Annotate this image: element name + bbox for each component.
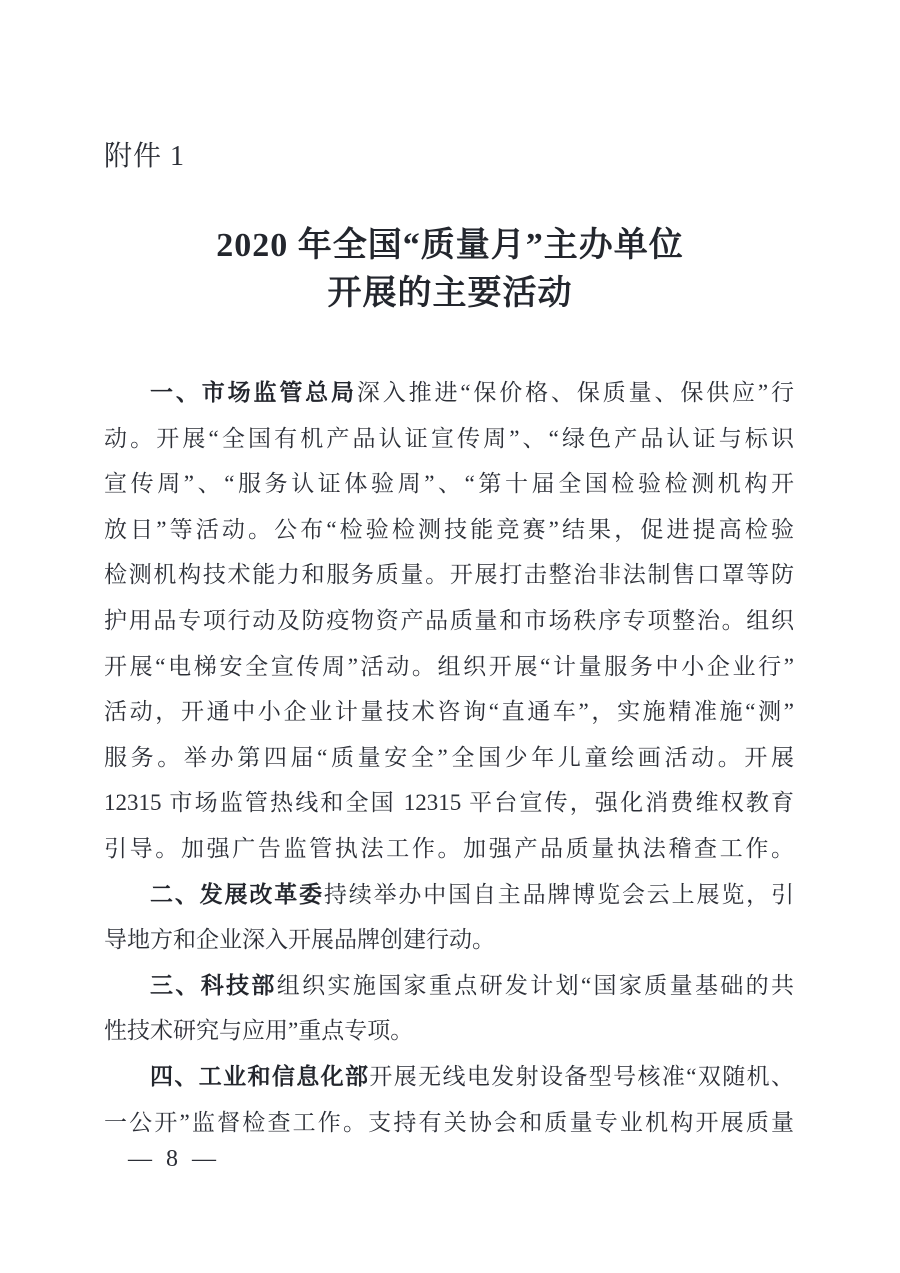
body-text-segment: 一公开”监督检查工作。支持有关协会和质量专业机构开展质量 bbox=[104, 1109, 794, 1135]
body-text-segment: 深入推进“保价格、保质量、保供应”行 bbox=[356, 380, 794, 405]
attachment-label: 附件 1 bbox=[104, 141, 186, 172]
body-line bbox=[104, 370, 794, 416]
document-title bbox=[0, 222, 900, 318]
body-text-segment: 组织实施国家重点研发计划“国家质量基础的共 bbox=[276, 972, 794, 998]
body-text-segment: 检测机构技术能力和服务质量。开展打击整治非法制售口罩等防 bbox=[104, 562, 794, 588]
document-body bbox=[104, 370, 794, 1145]
body-line bbox=[104, 1054, 794, 1100]
body-text-segment: 服务。举办第四届“质量安全”全国少年儿童绘画活动。开展 bbox=[104, 744, 794, 770]
body-text-segment: 性技术研究与应用”重点专项。 bbox=[104, 1018, 414, 1044]
body-line bbox=[104, 917, 794, 963]
body-line bbox=[104, 461, 794, 507]
title-line-2: 开展的主要活动 bbox=[327, 275, 573, 312]
paragraph-lead-department: 一、市场监管总局 bbox=[150, 379, 357, 405]
body-text-segment: 护用品专项行动及防疫物资产品质量和市场秩序专项整治。组织 bbox=[104, 607, 794, 633]
paragraph-lead-department: 四、工业和信息化部 bbox=[150, 1062, 370, 1089]
title-line-1: 2020 年全国“质量月”主办单位 bbox=[216, 227, 684, 264]
body-line bbox=[104, 689, 794, 735]
body-text-segment: 动。开展“全国有机产品认证宣传周”、“绿色产品认证与标识 bbox=[104, 425, 794, 451]
body-line bbox=[104, 1008, 794, 1054]
body-line bbox=[104, 963, 794, 1009]
body-line bbox=[104, 872, 794, 918]
body-text-segment: 宣传周”、“服务认证体验周”、“第十届全国检验检测机构开 bbox=[104, 471, 794, 497]
body-text-segment: 开展“电梯安全宣传周”活动。组织开展“计量服务中小企业行” bbox=[104, 653, 794, 679]
body-line bbox=[104, 416, 794, 462]
body-line bbox=[104, 507, 794, 553]
body-line bbox=[104, 1100, 794, 1146]
body-text-segment: 12315 市场监管热线和全国 12315 平台宣传，强化消费维权教育 bbox=[104, 790, 794, 816]
body-line bbox=[104, 780, 794, 826]
body-text-segment: 活动，开通中小企业计量技术咨询“直通车”，实施精准施“测” bbox=[104, 699, 794, 725]
paragraph-lead-department: 三、科技部 bbox=[150, 971, 277, 998]
body-text-segment: 开展无线电发射设备型号核准“双随机、 bbox=[369, 1063, 794, 1089]
body-text-segment: 导地方和企业深入开展品牌创建行动。 bbox=[104, 927, 495, 953]
paragraph-lead-department: 二、发展改革委 bbox=[150, 880, 324, 907]
body-text-segment: 放日”等活动。公布“检验检测技能竞赛”结果，促进提高检验 bbox=[104, 516, 794, 542]
body-text-segment: 引导。加强广告监管执法工作。加强产品质量执法稽查工作。 bbox=[104, 835, 794, 861]
page-number: — 8 — bbox=[128, 1146, 220, 1172]
body-line bbox=[104, 552, 794, 598]
body-line bbox=[104, 644, 794, 690]
body-text-segment: 持续举办中国自主品牌博览会云上展览，引 bbox=[323, 881, 794, 907]
body-line bbox=[104, 598, 794, 644]
body-line bbox=[104, 826, 794, 872]
body-line bbox=[104, 735, 794, 781]
